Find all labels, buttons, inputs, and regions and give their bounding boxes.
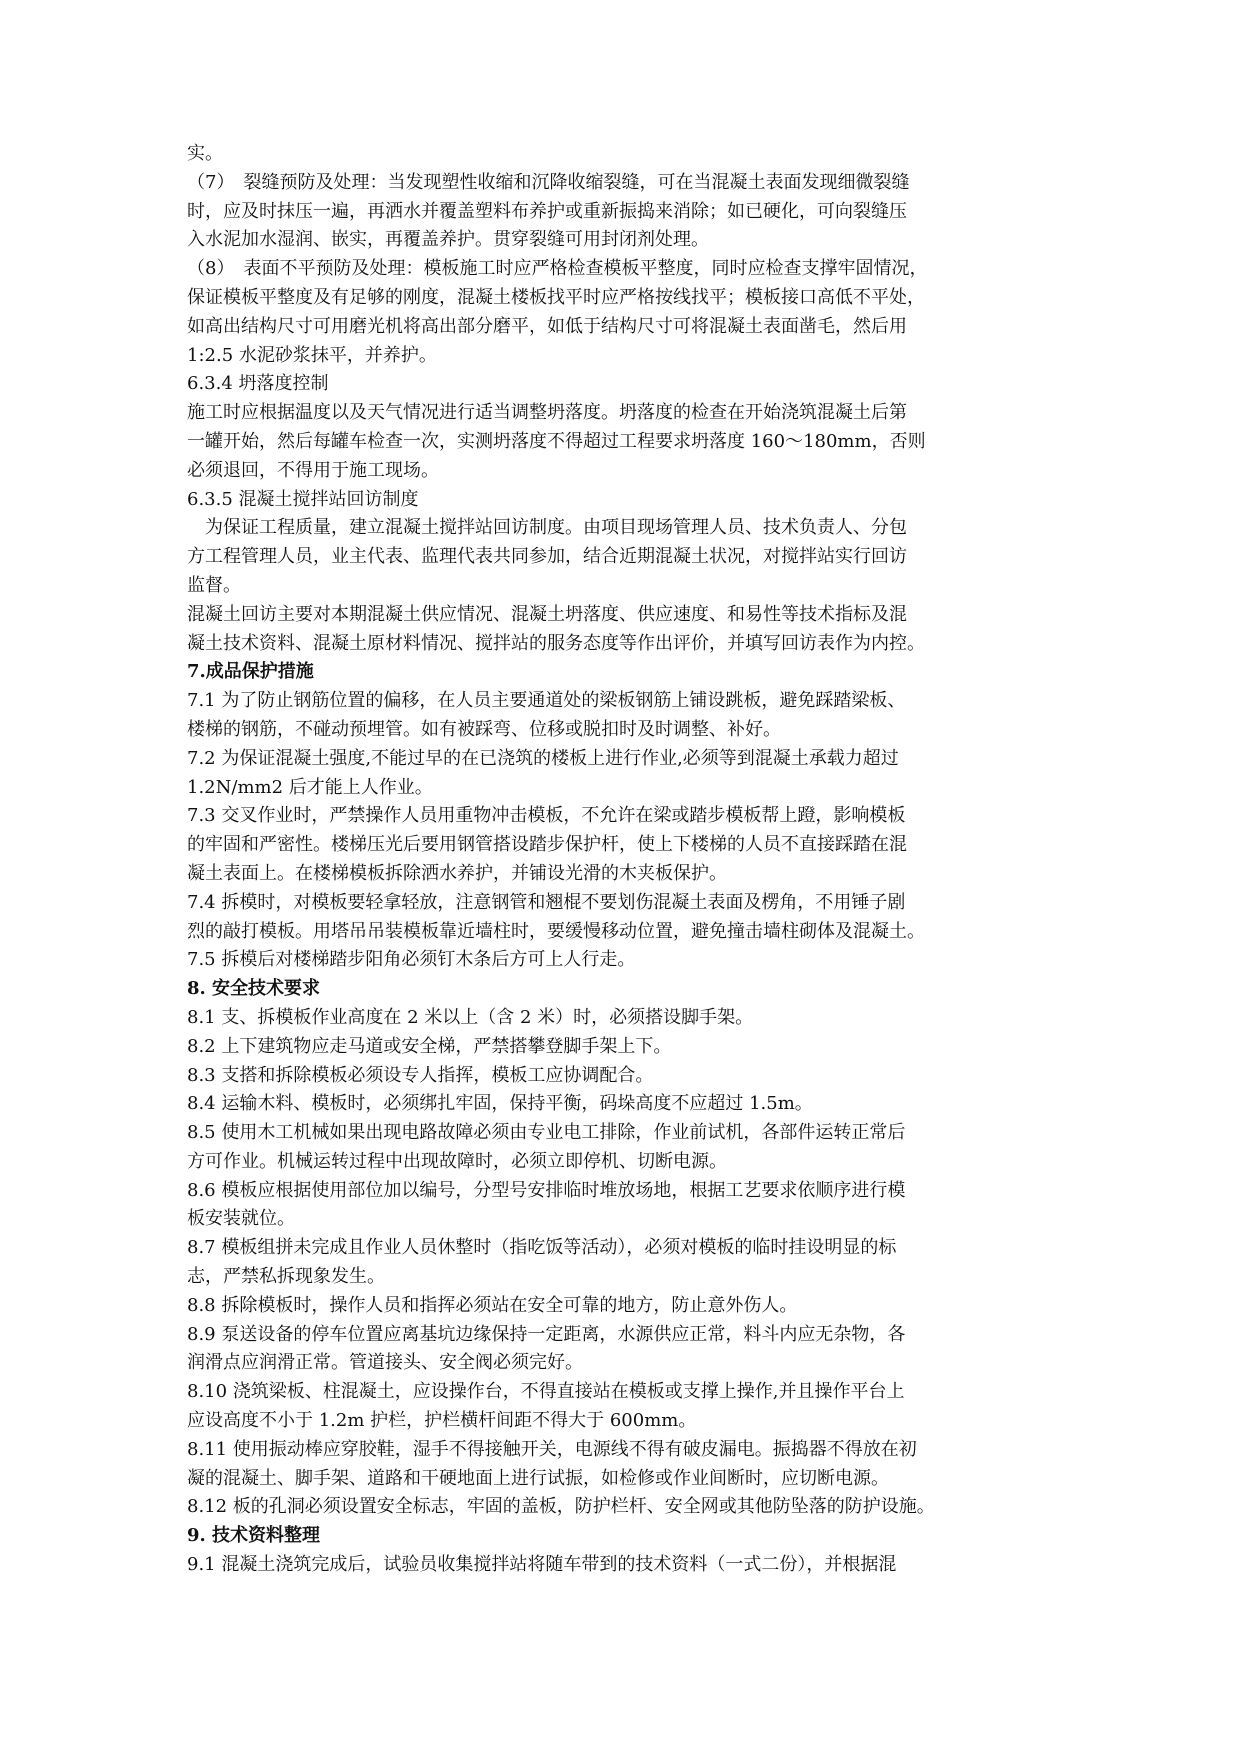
text-line: 7.3 交叉作业时，严禁操作人员用重物冲击模板，不允许在梁或踏步模板帮上蹬，影响模板 <box>187 805 906 827</box>
text-line: 一罐开始，然后每罐车检查一次，实测坍落度不得超过工程要求坍落度 160～180mm，否则 <box>187 430 926 452</box>
document-body <box>187 140 1057 1580</box>
text-line: 凝的混凝土、脚手架、道路和干硬地面上进行试振，如检修或作业间断时，应切断电源。 <box>187 1467 889 1489</box>
text-line: 入水泥加水湿润、嵌实，再覆盖养护。贯穿裂缝可用封闭剂处理。 <box>187 229 709 251</box>
text-line: 为保证工程质量，建立混凝土搅拌站回访制度。由项目现场管理人员、技术负责人、分包 <box>205 517 907 539</box>
text-line: 的牢固和严密性。楼梯压光后要用钢管搭设踏步保护杆，使上下楼梯的人员不直接踩踏在混 <box>187 834 907 856</box>
text-line: 保证模板平整度及有足够的刚度，混凝土楼板找平时应严格按线找平；模板接口高低不平处， <box>187 286 925 308</box>
text-line: 6.3.4 坍落度控制 <box>187 373 329 395</box>
text-line: 凝土技术资料、混凝土原材料情况、搅拌站的服务态度等作出评价，并填写回访表作为内控。 <box>187 632 925 654</box>
text-line: 施工时应根据温度以及天气情况进行适当调整坍落度。坍落度的检查在开始浇筑混凝土后第 <box>187 402 907 424</box>
text-line: 8.5 使用木工机械如果出现电路故障必须由专业电工排除，作业前试机，各部件运转正常后 <box>187 1122 906 1144</box>
text-line: 9.1 混凝土浇筑完成后，试验员收集搅拌站将随车带到的技术资料（一式二份），并根据混 <box>187 1554 897 1576</box>
text-line: 7.1 为了防止钢筋位置的偏移，在人员主要通道处的梁板钢筋上铺设跳板，避免踩踏梁板、 <box>187 690 906 712</box>
text-line: 8.12 板的孔洞必须设置安全标志，牢固的盖板，防护栏杆、安全网或其他防坠落的防护设施。 <box>187 1496 935 1518</box>
text-line: 楼梯的钢筋，不碰动预埋管。如有被踩弯、位移或脱扣时及时调整、补好。 <box>187 718 781 740</box>
text-line: 8.6 模板应根据使用部位加以编号，分型号安排临时堆放场地，根据工艺要求依顺序进行模 <box>187 1179 906 1201</box>
text-line: 8.4 运输木料、模板时，必须绑扎牢固，保持平衡，码垛高度不应超过 1.5m。 <box>187 1093 813 1115</box>
text-line: 8.7 模板组拼未完成且作业人员休整时（指吃饭等活动），必须对模板的临时挂设明显的标 <box>187 1237 897 1259</box>
text-line: 混凝土回访主要对本期混凝土供应情况、混凝土坍落度、供应速度、和易性等技术指标及混 <box>187 603 907 625</box>
text-line: 必须退回，不得用于施工现场。 <box>187 459 439 481</box>
section-heading: 7.成品保护措施 <box>187 661 314 683</box>
text-line: 凝土表面上。在楼梯模板拆除洒水养护，并铺设光滑的木夹板保护。 <box>187 862 727 884</box>
text-line: 7.2 为保证混凝土强度,不能过早的在已浇筑的楼板上进行作业,必须等到混凝土承载力超过 <box>187 747 899 769</box>
text-line: 如高出结构尺寸可用磨光机将高出部分磨平，如低于结构尺寸可将混凝土表面凿毛，然后用 <box>187 315 907 337</box>
text-line: 8.11 使用振动棒应穿胶鞋，湿手不得接触开关，电源线不得有破皮漏电。振捣器不得放在初 <box>187 1438 917 1460</box>
text-line: 6.3.5 混凝土搅拌站回访制度 <box>187 488 419 510</box>
text-line: 板安装就位。 <box>187 1208 295 1230</box>
text-line: 1:2.5 水泥砂浆抹平，并养护。 <box>187 344 437 366</box>
text-line: 烈的敲打模板。用塔吊吊装模板靠近墙柱时，要缓慢移动位置，避免撞击墙柱砌体及混凝土。 <box>187 920 925 942</box>
text-line: 方可作业。机械运转过程中出现故障时，必须立即停机、切断电源。 <box>187 1150 727 1172</box>
text-line: 方工程管理人员，业主代表、监理代表共同参加，结合近期混凝土状况，对搅拌站实行回访 <box>187 546 907 568</box>
text-line: 实。 <box>187 143 223 164</box>
text-line: 7.5 拆模后对楼梯踏步阳角必须钉木条后方可上人行走。 <box>187 949 636 971</box>
text-line: （7） 裂缝预防及处理：当发现塑性收缩和沉降收缩裂缝，可在当混凝土表面发现细微裂缝 <box>187 171 910 193</box>
text-line: 1.2N/mm2 后才能上人作业。 <box>187 776 433 798</box>
section-heading: 8. 安全技术要求 <box>187 978 321 1000</box>
text-line: 8.3 支搭和拆除模板必须设专人指挥，模板工应协调配合。 <box>187 1064 654 1086</box>
text-line: （8） 表面不平预防及处理：模板施工时应严格检查模板平整度，同时应检查支撑牢固情况， <box>187 258 928 280</box>
text-line: 8.2 上下建筑物应走马道或安全梯，严禁搭攀登脚手架上下。 <box>187 1035 672 1057</box>
text-line: 应设高度不小于 1.2m 护栏，护栏横杆间距不得大于 600mm。 <box>187 1410 697 1432</box>
text-line: 7.4 拆模时，对模板要轻拿轻放，注意钢管和翘棍不要划伤混凝土表面及楞角，不用锤子剧 <box>187 891 906 913</box>
text-line: 8.10 浇筑梁板、柱混凝土，应设操作台，不得直接站在模板或支撑上操作,并且操作平台上 <box>187 1381 905 1403</box>
text-line: 时，应及时抹压一遍，再洒水并覆盖塑料布养护或重新振捣来消除；如已硬化，可向裂缝压 <box>187 200 907 222</box>
text-line: 监督。 <box>187 574 241 596</box>
text-line: 8.1 支、拆模板作业高度在 2 米以上（含 2 米）时，必须搭设脚手架。 <box>187 1006 754 1028</box>
text-line: 润滑点应润滑正常。管道接头、安全阀必须完好。 <box>187 1352 583 1374</box>
text-line: 志，严禁私拆现象发生。 <box>187 1266 385 1288</box>
section-heading: 9. 技术资料整理 <box>187 1525 321 1547</box>
text-line: 8.9 泵送设备的停车位置应离基坑边缘保持一定距离，水源供应正常，料斗内应无杂物，各 <box>187 1323 906 1345</box>
text-line: 8.8 拆除模板时，操作人员和指挥必须站在安全可靠的地方，防止意外伤人。 <box>187 1294 798 1316</box>
